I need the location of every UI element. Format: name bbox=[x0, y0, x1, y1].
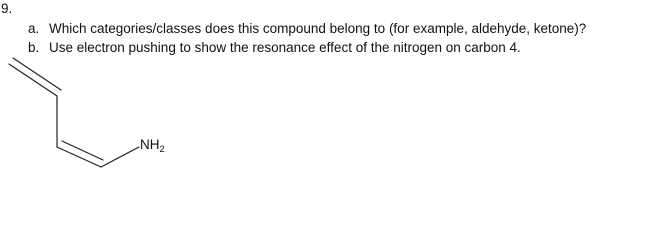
question-number: 9. bbox=[1, 1, 13, 16]
bond-c3-c4-second bbox=[62, 141, 103, 160]
amine-nh-text: NH bbox=[140, 137, 160, 152]
part-b-text: Use electron pushing to show the resonance effect of the nitrogen on carbon 4. bbox=[49, 40, 521, 55]
bond-c1-c2 bbox=[9, 64, 57, 96]
bond-c1-c2-second bbox=[13, 58, 61, 90]
amine-group-label bbox=[140, 137, 165, 153]
part-b-letter: b. bbox=[28, 40, 40, 55]
part-a-letter: a. bbox=[28, 21, 40, 36]
amine-subscript: 2 bbox=[159, 144, 165, 155]
bond-c4-n bbox=[101, 147, 139, 167]
bond-c3-c4 bbox=[57, 147, 101, 167]
part-a-text: Which categories/classes does this compound belong to (for example, aldehyde, ketone)? bbox=[49, 21, 587, 36]
